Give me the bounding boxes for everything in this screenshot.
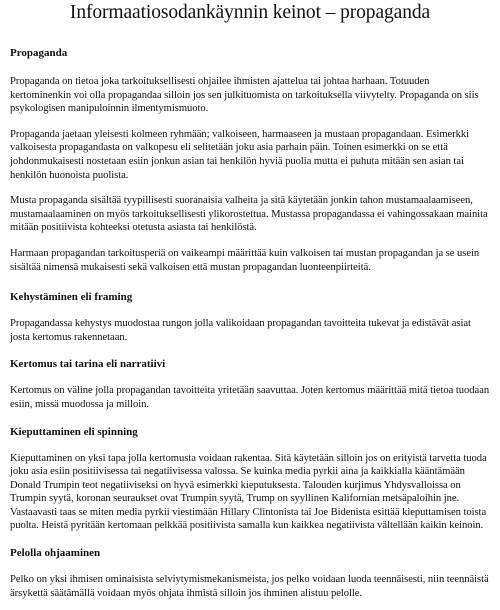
section-heading-narrative: Kertomus tai tarina eli narratiivi — [10, 358, 166, 371]
section-heading-spinning: Kieputtaminen eli spinning — [10, 425, 138, 438]
section-heading-framing: Kehystäminen eli framing — [10, 291, 133, 304]
paragraph-grey-propaganda: Harmaan propagandan tarkoitusperiä on vaikeampi määrittää kuin valkoisen tai mustan propagandan ja se usein sisältää nimensä mukaisesti sekä valkoisen että mustan propagandan luonteenpiirteitä. — [10, 247, 480, 273]
paragraph-narrative: Kertomus on väline jolla propagandan tavoitteita yritetään saavuttaa. Joten kertomus määrittää mitä tietoa tuodaan esiin, missä muodossa ja milloin. — [10, 385, 490, 410]
paragraph-spinning: Kieputtaminen on yksi tapa jolla kertomusta voidaan rakentaa. Sitä käytetään silloin jos on erityistä tarvetta tuoda joku asia esiin positiivisessa tai negatiivisessa valossa. Se kuinka media pyrkii aina ja kaikkialla kääntämään Donald Trumpin teot negatiiviseksi on hyvä esimerkki kieputuksesta. Talouden kurjimus Yhdysvalloissa on Trumpin syytä, koronan seuraukset ovat Trumpin syytä, Trump on syyllinen Kalifornian metsäpaloihin jne. Vastaavasti taas se miten media pyrkii viestimään Hillary Clintonista tai Joe Bidenista esittää kieputtamisen toista puolta. Heistä pyritään kertomaan pelkkää positiivista samalla kun kaikkea negatiivista vältellään kaikin keinoin. — [10, 452, 487, 532]
paragraph-propaganda-types: Propaganda jaetaan yleisesti kolmeen ryhmään; valkoiseen, harmaaseen ja mustaan propagandaan. Esimerkki valkoisesta propagandasta on valkopesu eli selitetään joku asia parhain päin. Toinen esimerkki on se että johdonmukaisesti nostetaan esiin jonkun asian tai henkilön hyviä puolia mutta ei puhuta mitään sen asian tai henkilön huonoista puolista. — [10, 128, 470, 181]
paragraph-black-propaganda: Musta propaganda sisältää tyypillisesti suoranaisia valheita ja sitä käytetään jonkin tahon mustamaalaamiseen, mustamaalaaminen on myös tarkoituksellisesti ylikorostettua. Mustassa propagandassa ei vahingossakaan mainita mitään positiivista kohteeksi otetusta asiasta tai henkilöstä. — [10, 195, 488, 234]
paragraph-propaganda-definition: Propaganda on tietoa joka tarkoituksellisesti ohjailee ihmisten ajattelua tai johtaa harhaan. Totuuden kertominenkin voi olla propagandaa silloin jos sen julkituomista on tarkoituksella viivytelty. Propaganda on siis psykologisen manipuloinnin ilmentymismuoto. — [10, 76, 479, 115]
document-title: Informaatiosodankäynnin keinot – propaganda — [69, 2, 431, 23]
section-heading-propaganda: Propaganda — [10, 47, 68, 59]
paragraph-framing: Propagandassa kehystys muodostaa rungon jolla valikoidaan propagandan tavoitteita tukevat ja edistävät asiat josta kertomus rakennetaan. — [10, 318, 471, 343]
paragraph-fear: Pelko on yksi ihmisen ominaisista selviytymismekanismeista, jos pelko voidaan luoda teennäisesti, niin teennäistä ärsykettä säätämällä voidaan myös ohjata ihmistä silloin jos ihminen alistuu pelolle. — [10, 574, 489, 599]
section-heading-fear: Pelolla ohjaaminen — [10, 547, 101, 560]
